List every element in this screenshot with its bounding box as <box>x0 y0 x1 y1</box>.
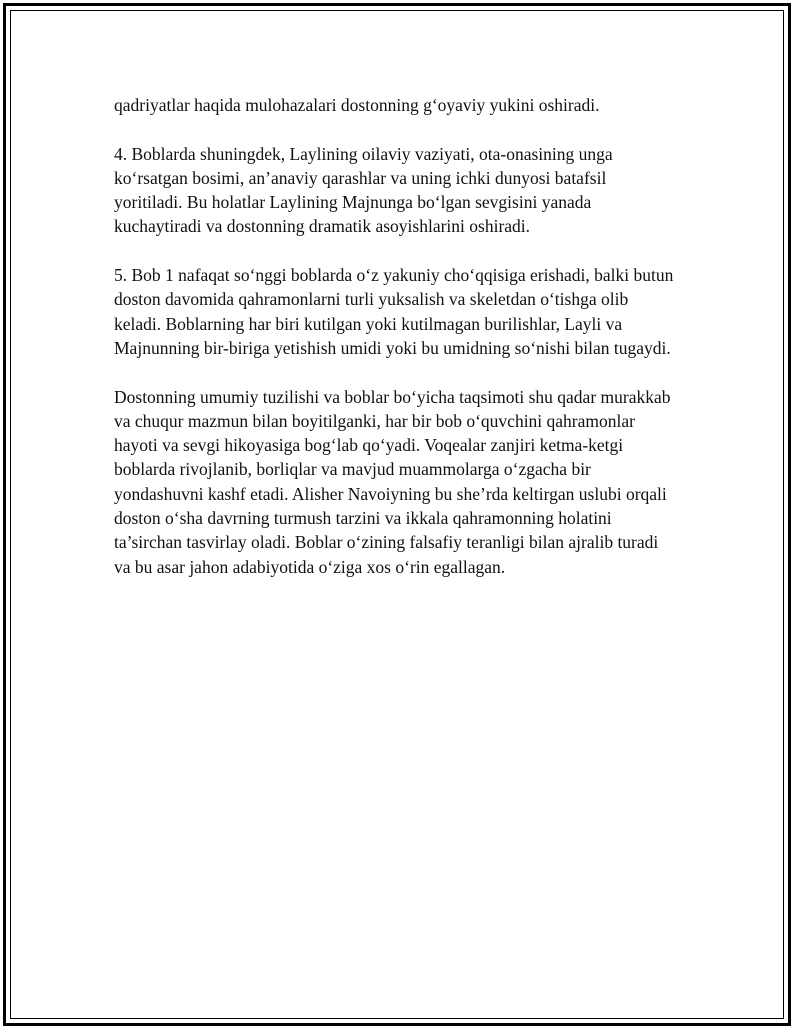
document-body <box>114 93 674 603</box>
paragraph-conclusion: Dostonning umumiy tuzilishi va boblar bo‘yicha taqsimoti shu qadar murakkab va chuqur mazmun bilan boyitilganki, har bir bob o‘quvchini qahramonlar hayoti va sevgi hikoyasiga bog‘lab qo‘yadi. Voqealar zanjiri ketma-ketgi boblarda rivojlanib, borliqlar va mavjud muammolarga o‘zgacha bir yondashuvni kashf etadi. Alisher Navoiyning bu she’rda keltirgan uslubi orqali doston o‘sha davrning turmush tarzini va ikkala qahramonning holatini ta’sirchan tasvirlay oladi. Boblar o‘zining falsafiy teranligi bilan ajralib turadi va bu asar jahon adabiyotida o‘ziga xos o‘rin egallagan. <box>114 386 671 577</box>
paragraph-continuation: qadriyatlar haqida mulohazalari dostonning g‘oyaviy yukini oshiradi. <box>114 95 600 115</box>
paragraph-point-4: 4. Boblarda shuningdek, Laylining oilaviy vaziyati, ota-onasining unga ko‘rsatgan bosimi, an’anaviy qarashlar va uning ichki dunyosi batafsil yoritiladi. Bu holatlar Laylining Majnunga bo‘lgan sevgisini yanada kuchaytiradi va dostonning dramatik asoyishlarini oshiradi. <box>114 143 613 237</box>
paragraph-point-5: 5. Bob 1 nafaqat so‘nggi boblarda o‘z yakuniy cho‘qqisiga erishadi, balki butun doston davomida qahramonlarni turli yuksalish va skeletdan o‘tishga olib keladi. Boblarning har biri kutilgan yoki kutilmagan burilishlar, Layli va Majnunning bir-biriga yetishish umidi yoki bu umidning so‘nishi bilan tugaydi. <box>114 265 674 358</box>
